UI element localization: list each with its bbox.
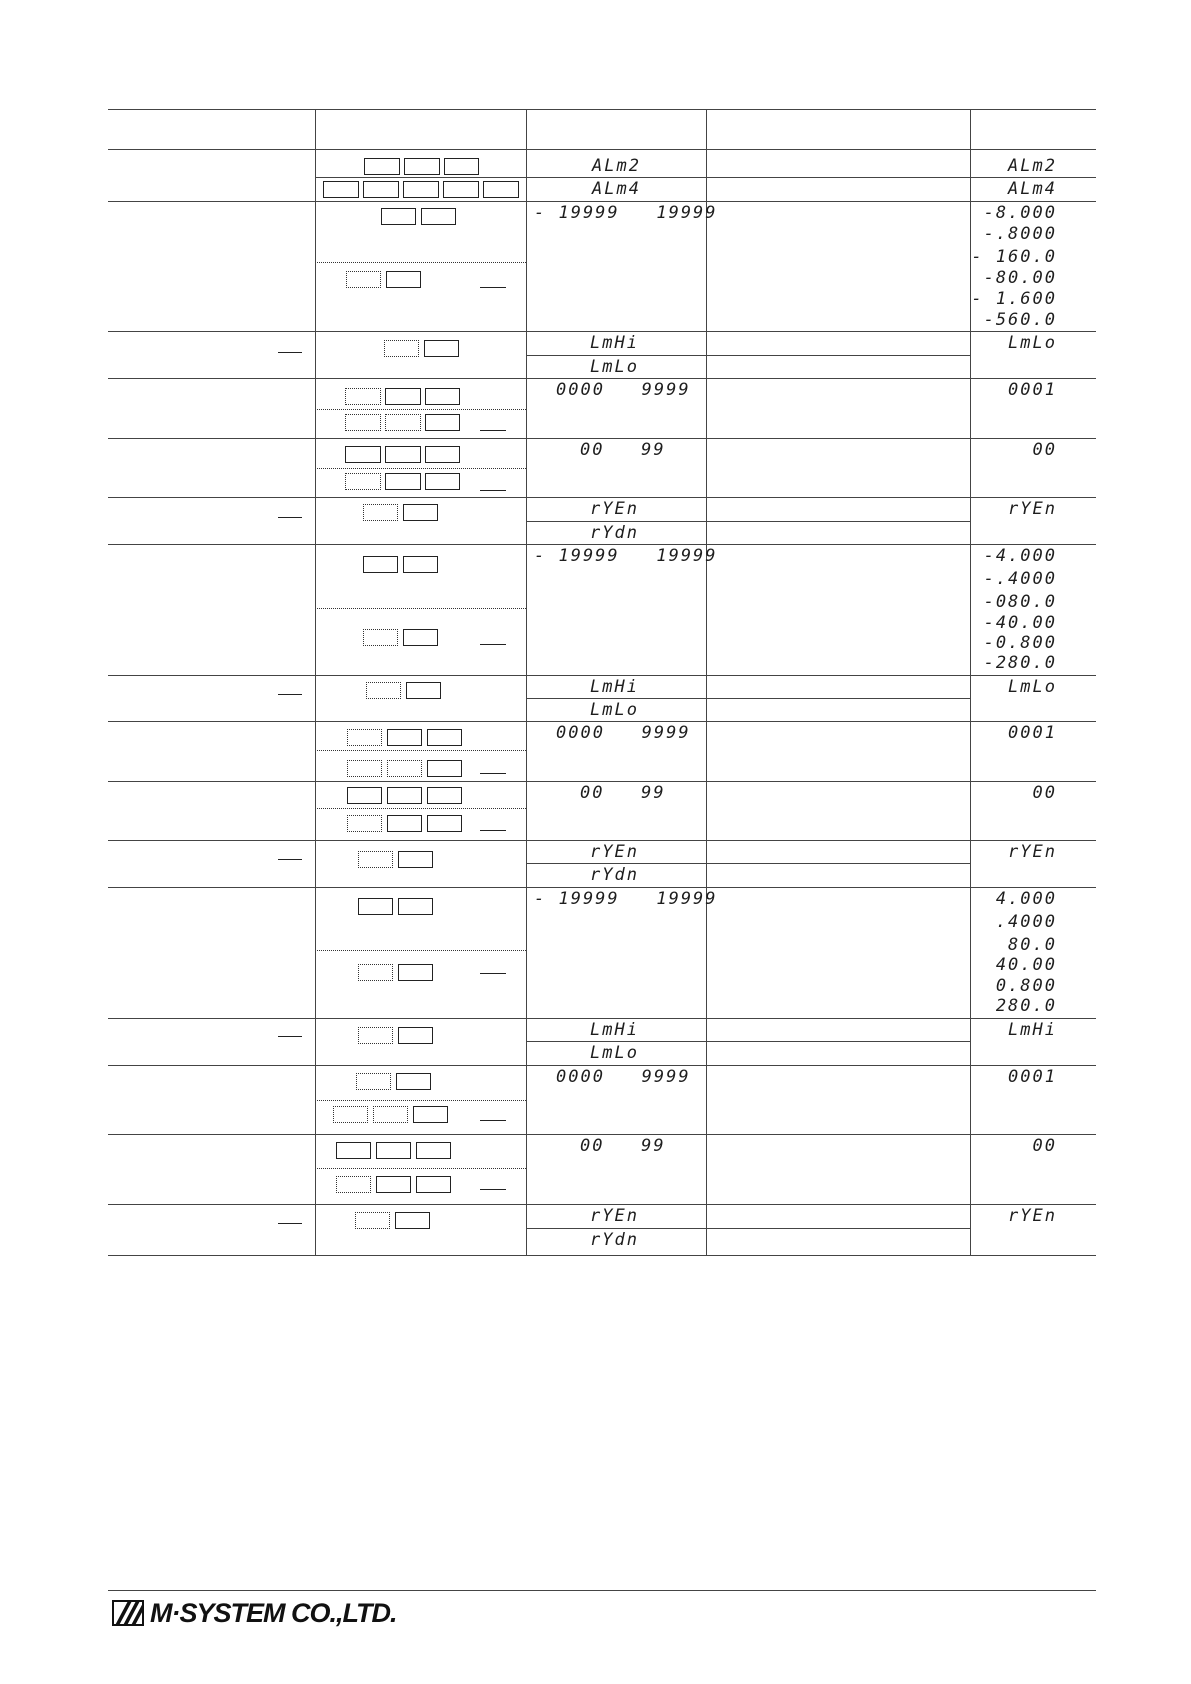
reference-mark <box>480 287 506 288</box>
key-box <box>336 1142 371 1159</box>
key-box <box>387 787 422 804</box>
key-box <box>386 271 421 288</box>
lit-key-box <box>358 1027 393 1044</box>
row-rule <box>526 1041 970 1042</box>
row-rule <box>108 840 1096 841</box>
display-value: LmLo <box>590 700 639 720</box>
row-dotted-rule <box>315 608 526 609</box>
lit-key-box <box>385 414 421 431</box>
table-top-rule <box>108 109 1096 110</box>
setting-range: - 19999 19999 <box>534 889 718 909</box>
key-box <box>398 1027 433 1044</box>
display-value: LmLo <box>590 357 639 377</box>
display-value: rYdn <box>590 865 639 885</box>
key-box <box>427 815 462 832</box>
default-value: ALm2 <box>1008 156 1057 176</box>
row-dotted-rule <box>315 750 526 751</box>
default-value: LmLo <box>1008 333 1057 353</box>
display-value: LmHi <box>590 677 639 697</box>
display-value: ALm4 <box>592 179 641 199</box>
setting-range: 00 99 <box>580 440 666 460</box>
key-box <box>427 787 462 804</box>
default-value: 280.0 <box>995 996 1057 1016</box>
lit-key-box <box>333 1106 368 1123</box>
table-bottom-rule <box>108 1255 1096 1256</box>
lit-key-box <box>345 473 381 490</box>
reference-mark <box>480 1189 506 1190</box>
row-dotted-rule <box>315 409 526 410</box>
setting-range: 00 99 <box>580 783 666 803</box>
display-value: rYdn <box>590 523 639 543</box>
key-box <box>376 1176 411 1193</box>
row-rule <box>108 1065 1096 1066</box>
default-value: 00 <box>1032 783 1057 803</box>
key-box <box>363 181 399 198</box>
column-rule <box>706 109 707 1255</box>
key-box <box>387 729 422 746</box>
lit-key-box <box>363 629 398 646</box>
setting-range: - 19999 19999 <box>534 546 718 566</box>
column-rule <box>315 109 316 1255</box>
default-value: -40.00 <box>983 613 1057 633</box>
display-value: rYEn <box>590 499 639 519</box>
row-rule <box>108 887 1096 888</box>
key-box <box>404 158 440 175</box>
lit-key-box <box>336 1176 371 1193</box>
display-value: LmHi <box>590 333 639 353</box>
setting-range: - 19999 19999 <box>534 203 718 223</box>
row-rule <box>526 698 970 699</box>
lit-key-box <box>366 682 401 699</box>
company-logo <box>112 1599 397 1627</box>
default-value: -.8000 <box>983 224 1057 244</box>
reference-mark <box>480 973 506 974</box>
reference-mark <box>278 352 302 353</box>
key-box <box>396 1073 431 1090</box>
key-box <box>413 1106 448 1123</box>
reference-mark <box>480 644 506 645</box>
key-box <box>427 729 462 746</box>
default-value: -0.800 <box>983 633 1057 653</box>
default-value: rYEn <box>1008 1206 1057 1226</box>
row-rule <box>108 331 1096 332</box>
row-dotted-rule <box>315 808 526 809</box>
default-value: 0001 <box>1008 723 1057 743</box>
default-value: 4.000 <box>995 889 1057 909</box>
display-value: LmLo <box>590 1043 639 1063</box>
key-box <box>416 1142 451 1159</box>
key-box <box>421 208 456 225</box>
default-value: 0001 <box>1008 1067 1057 1087</box>
default-value: ALm4 <box>1008 179 1057 199</box>
reference-mark <box>278 859 302 860</box>
reference-mark <box>480 490 506 491</box>
default-value: LmLo <box>1008 677 1057 697</box>
key-box <box>398 964 433 981</box>
key-box <box>345 446 381 463</box>
default-value: - 160.0 <box>971 247 1057 267</box>
lit-key-box <box>345 414 381 431</box>
key-box <box>483 181 519 198</box>
key-box <box>363 556 398 573</box>
default-value: -8.000 <box>983 203 1057 223</box>
key-box <box>385 446 421 463</box>
key-box <box>398 898 433 915</box>
display-value: rYEn <box>590 842 639 862</box>
display-value: rYEn <box>590 1206 639 1226</box>
row-rule <box>108 201 1096 202</box>
key-box <box>427 760 462 777</box>
key-box <box>425 414 460 431</box>
lit-key-box <box>347 760 382 777</box>
default-value: .4000 <box>995 912 1057 932</box>
reference-mark <box>278 694 302 695</box>
default-value: rYEn <box>1008 842 1057 862</box>
reference-mark <box>480 1120 506 1121</box>
key-box <box>406 682 441 699</box>
key-box <box>385 388 421 405</box>
setting-range: 00 99 <box>580 1136 666 1156</box>
key-box <box>398 851 433 868</box>
key-box <box>425 388 460 405</box>
header-bottom-rule <box>108 149 1096 150</box>
row-rule <box>108 721 1096 722</box>
lit-key-box <box>363 504 398 521</box>
key-box <box>347 787 382 804</box>
reference-mark <box>278 1223 302 1224</box>
row-rule <box>526 521 970 522</box>
default-value: rYEn <box>1008 499 1057 519</box>
lit-key-box <box>384 340 419 357</box>
key-box <box>403 629 438 646</box>
key-box <box>364 158 400 175</box>
default-value: -080.0 <box>983 592 1057 612</box>
row-rule <box>108 1204 1096 1205</box>
display-value: LmHi <box>590 1020 639 1040</box>
row-dotted-rule <box>315 1168 526 1169</box>
key-box <box>424 340 459 357</box>
row-rule <box>108 1134 1096 1135</box>
key-box <box>403 504 438 521</box>
lit-key-box <box>356 1073 391 1090</box>
row-dotted-rule <box>315 262 526 263</box>
company-name: M·SYSTEM CO.,LTD. <box>150 1597 397 1628</box>
row-rule <box>108 544 1096 545</box>
reference-mark <box>480 430 506 431</box>
footer-rule <box>108 1590 1096 1591</box>
row-rule <box>108 378 1096 379</box>
default-value: 0.800 <box>995 976 1057 996</box>
display-value: rYdn <box>590 1230 639 1250</box>
default-value: 40.00 <box>995 955 1057 975</box>
key-box <box>403 556 438 573</box>
lit-key-box <box>346 271 381 288</box>
key-box <box>425 473 460 490</box>
key-box <box>416 1176 451 1193</box>
default-value: - 1.600 <box>971 289 1057 309</box>
row-rule <box>108 497 1096 498</box>
lit-key-box <box>358 964 393 981</box>
row-rule <box>108 438 1096 439</box>
default-value: -560.0 <box>983 310 1057 330</box>
column-rule <box>970 109 971 1255</box>
setting-range: 0000 9999 <box>556 723 691 743</box>
default-value: 0001 <box>1008 380 1057 400</box>
key-box <box>403 181 439 198</box>
lit-key-box <box>347 729 382 746</box>
key-box <box>376 1142 411 1159</box>
lit-key-box <box>347 815 382 832</box>
row-rule <box>526 863 970 864</box>
row-rule <box>108 675 1096 676</box>
key-box <box>395 1212 430 1229</box>
default-value: -280.0 <box>983 653 1057 673</box>
row-dotted-rule <box>315 1100 526 1101</box>
setting-range: 0000 9999 <box>556 1067 691 1087</box>
row-dotted-rule <box>315 950 526 951</box>
lit-key-box <box>345 388 381 405</box>
setting-range: 0000 9999 <box>556 380 691 400</box>
row-rule <box>526 1228 970 1229</box>
lit-key-box <box>355 1212 390 1229</box>
reference-mark <box>278 1036 302 1037</box>
key-box <box>385 473 421 490</box>
key-box <box>323 181 359 198</box>
row-dotted-rule <box>315 468 526 469</box>
key-box <box>444 158 479 175</box>
row-rule <box>108 781 1096 782</box>
key-box <box>443 181 479 198</box>
key-box <box>358 898 393 915</box>
company-emblem-icon <box>112 1600 144 1626</box>
default-value: 00 <box>1032 440 1057 460</box>
key-box <box>425 446 460 463</box>
default-value: -.4000 <box>983 569 1057 589</box>
lit-key-box <box>358 851 393 868</box>
default-value: -80.00 <box>983 268 1057 288</box>
default-value: LmHi <box>1008 1020 1057 1040</box>
key-box <box>381 208 416 225</box>
reference-mark <box>278 517 302 518</box>
default-value: 80.0 <box>1008 935 1057 955</box>
column-rule <box>526 109 527 1255</box>
row-rule <box>526 355 970 356</box>
display-value: ALm2 <box>592 156 641 176</box>
lit-key-box <box>387 760 422 777</box>
default-value: 00 <box>1032 1136 1057 1156</box>
row-rule <box>108 1018 1096 1019</box>
reference-mark <box>480 830 506 831</box>
reference-mark <box>480 773 506 774</box>
key-box <box>387 815 422 832</box>
lit-key-box <box>373 1106 408 1123</box>
default-value: -4.000 <box>983 546 1057 566</box>
